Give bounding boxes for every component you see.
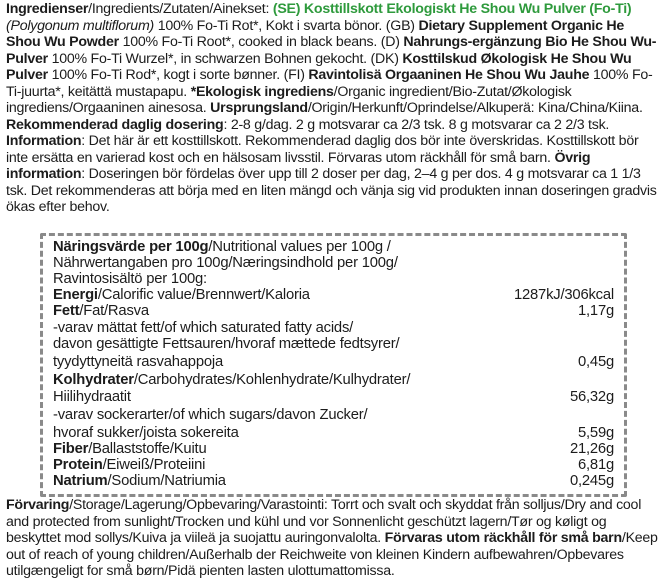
dosage-text: : 2-8 g/dag. 2 g motsvarar ca 2/3 tsk. 8 g motsvarar ca 2 2/3 tsk.: [223, 116, 610, 133]
saturated-line1: -varav mättat fett/of which saturated fatty acids/: [53, 320, 354, 336]
fat-label: Fett: [53, 303, 80, 319]
product-name-fi: Ravintolisä Orgaaninen He Shou Wu Jauhe: [308, 67, 590, 83]
protein-label: Protein: [53, 457, 103, 473]
storage-label: Förvaring: [6, 497, 70, 513]
keep-away-label: Förvaras utom räckhåll för små barn: [384, 530, 622, 546]
nutrition-header-bold: Näringsvärde per 100g: [53, 239, 209, 255]
ingredient-gb: 100% Fo-Ti Root*, cooked in black beans. (D): [118, 34, 404, 50]
ingredients-paragraph: [6, 1, 658, 216]
nutrition-table: [40, 233, 627, 497]
sugar-value: 5,59g: [577, 425, 614, 441]
carbs-line2: Hiilihydraatit: [53, 389, 131, 405]
sodium-label: Natrium: [53, 473, 108, 489]
ingredient-dk: 100% Fo-Ti Rod*, kogt i sorte bønner. (FI): [47, 67, 309, 83]
energy-value: 1287kJ/306kcal: [513, 287, 614, 303]
energy-label: Energi: [53, 287, 98, 303]
information-label: Information: [6, 133, 82, 149]
product-name-gb: Dietary Supplement Organic He Shou Wu Powder: [6, 17, 625, 50]
nutrition-header-rest: /Nutritional values per 100g /: [208, 239, 391, 255]
ingredients-label-translations: /Ingredients/Zutaten/Ainekset:: [88, 1, 273, 17]
storage-text: /Storage/Lagerung/Opbevaring/Varastointi: Torrt och svalt och skyddat från solljus/Dry and cool and protected from sunlight/Trocken und kühl und vor Sonnenlicht geschützt lagern/Tør og køligt og beskyttet mod sollys/Kuiva ja viileä ja suojattu auringonvalolta.: [6, 497, 642, 546]
other-info-text: : Doseringen bör fördelas över upp till 2 doser per dag, 2–4 g per dos. 4 g motsvarar ca 1 1/3 tsk. Det rekommenderas att börja med en liten mängd och vänja sig vid produkten innan doseringen gradvis ökas efter behov.: [6, 166, 657, 215]
product-name-de: Nahrungs-ergänzung Bio He Shou Wu-Pulver: [6, 34, 657, 67]
energy-translations: /Calorific value/Brennwert/Kaloria: [97, 287, 310, 303]
product-name-se: (SE) Kosttillskott Ekologiskt He Shou Wu Pulver (Fo-Ti): [272, 1, 632, 17]
carbs-translations: /Carbohydrates/Kohlenhydrate/Kulhydrater/: [133, 372, 411, 388]
keep-away-text: /Keep out of reach of young children/Außerhalb der Reichweite von kleinen Kindern aufbewahren/Opbevares utilgængeligt for små børn/Pidä pienten lasten ulottumattomissa.: [6, 530, 658, 579]
saturated-value: 0,45g: [577, 354, 614, 370]
other-info-label: Övrig information: [6, 149, 591, 182]
fiber-translations: /Ballaststoffe/Kuitu: [88, 441, 207, 457]
organic-note-label: *Ekologisk ingrediens: [190, 83, 334, 100]
fat-translations: /Fat/Rasva: [79, 303, 149, 319]
ingredient-fi: 100% Fo-Ti-juurta*, keitättä mustapapu.: [6, 67, 653, 100]
saturated-line2: davon gesättigte Fettsauren/hvoraf mættede fedtsyrer/: [53, 336, 400, 352]
sugar-line1: -varav sockerarter/of which sugars/davon Zucker/: [53, 407, 368, 423]
information-text: : Det här är ett kosttillskott. Rekommenderad daglig dos bör inte överskridas. Kosttillskott bör inte ersätta en varierad kost och en hälsosam livsstil. Förvaras utom räckhåll för små barn.: [6, 133, 639, 166]
sugar-line2: hvoraf sukker/joista sokereita: [53, 425, 239, 441]
origin-label: Ursprungsland: [210, 100, 308, 116]
carbs-value: 56,32g: [569, 389, 614, 405]
latin-name: (Polygonum multiflorum): [6, 17, 154, 34]
sodium-translations: /Sodium/Natriumia: [107, 473, 226, 489]
protein-translations: /Eiweiß/Proteiini: [102, 457, 206, 473]
protein-value: 6,81g: [577, 457, 614, 473]
origin-text: /Origin/Herkunft/Oprindelse/Alkuperä: Kina/China/Kiina.: [307, 100, 643, 116]
fiber-label: Fiber: [53, 441, 89, 457]
dosage-label: Rekommenderad daglig dosering: [6, 116, 224, 133]
ingredient-se: 100% Fo-Ti Rot*, Kokt i svarta bönor. (GB): [154, 17, 419, 34]
nutrition-header-line3-text: Ravintosisältö per 100g:: [53, 271, 207, 287]
product-name-dk: Kosttilskud Økologisk He Shou Wu Pulver: [6, 50, 632, 83]
fat-value: 1,17g: [577, 303, 614, 319]
ingredients-label: Ingredienser: [6, 1, 89, 17]
sodium-value: 0,245g: [569, 473, 614, 489]
organic-note-text: /Organic ingredient/Bio-Zutat/Økologisk ingrediens/Orgaaninen ainesosa.: [6, 83, 572, 116]
saturated-line3: tyydyttyneitä rasvahappoja: [53, 354, 224, 370]
ingredient-de: 100% Fo-Ti Wurzel*, in schwarzen Bohnen gekocht. (DK): [47, 50, 403, 67]
fiber-value: 21,26g: [569, 441, 614, 457]
storage-paragraph: [6, 497, 658, 580]
nutrition-header-line2-text: Nährwertangaben pro 100g/Næringsindhold per 100g/: [53, 255, 398, 271]
carbs-label: Kolhydrater: [53, 372, 134, 388]
